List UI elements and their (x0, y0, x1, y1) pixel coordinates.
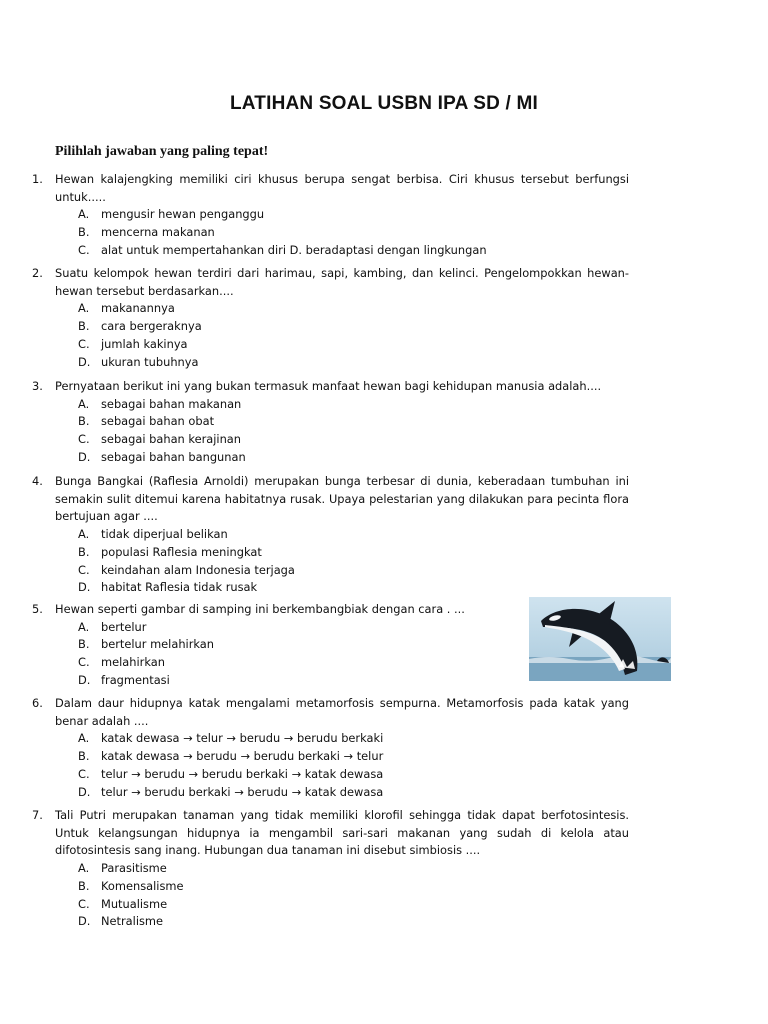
option-c (78, 766, 629, 784)
option-letter: D. (78, 449, 91, 464)
question-number: 3. (32, 379, 43, 393)
option-b (78, 318, 629, 336)
option-letter: B. (78, 637, 90, 652)
option-letter: B. (78, 414, 90, 429)
option-d (78, 784, 629, 802)
option-list (78, 730, 629, 801)
option-text: Komensalisme (101, 878, 184, 893)
option-text: katak dewasa → telur → berudu → berudu berkaki (101, 731, 384, 746)
option-text: sebagai bahan makanan (101, 396, 242, 411)
question-text: Pernyataan berikut ini yang bukan termasuk manfaat hewan bagi kehidupan manusia adalah.... (55, 379, 602, 393)
question-7 (32, 807, 629, 931)
instruction-text: Pilihlah jawaban yang paling tepat! (55, 144, 269, 159)
question-6 (32, 695, 629, 801)
option-letter: C. (78, 562, 90, 577)
question-number: 2. (32, 266, 43, 280)
option-a (78, 300, 629, 318)
option-d (78, 672, 512, 690)
option-letter: B. (78, 544, 90, 559)
option-c (78, 242, 629, 260)
option-text: fragmentasi (101, 672, 170, 687)
question-1 (32, 171, 629, 260)
orca-image (529, 597, 671, 681)
option-c (78, 562, 629, 580)
option-text: tidak diperjual belikan (101, 527, 228, 542)
option-text: telur → berudu → berudu berkaki → katak dewasa (101, 766, 384, 781)
option-letter: C. (78, 655, 90, 670)
option-text: Mutualisme (101, 896, 168, 911)
option-list (78, 300, 629, 371)
option-b (78, 636, 512, 654)
option-letter: B. (78, 319, 90, 334)
option-list (78, 396, 629, 467)
option-letter: A. (78, 207, 90, 222)
option-b (78, 413, 629, 431)
option-text: cara bergeraknya (101, 319, 202, 334)
option-letter: A. (78, 527, 90, 542)
option-letter: C. (78, 336, 90, 351)
option-letter: C. (78, 766, 90, 781)
option-d (78, 579, 629, 597)
option-text: ukuran tubuhnya (101, 354, 199, 369)
question-number: 1. (32, 172, 43, 186)
option-d (78, 913, 629, 931)
question-number: 6. (32, 696, 43, 710)
option-list (78, 526, 629, 597)
option-text: bertelur melahirkan (101, 637, 214, 652)
option-text: alat untuk mempertahankan diri D. beradaptasi dengan lingkungan (101, 242, 487, 257)
option-letter: B. (78, 749, 90, 764)
option-a (78, 730, 629, 748)
option-letter: A. (78, 731, 90, 746)
option-a (78, 526, 629, 544)
question-text: Tali Putri merupakan tanaman yang tidak memiliki klorofil sehingga tidak dapat berfotosintesis. Untuk kelangsungan hidupnya ia mengambil sari-sari makanan yang sudah di kelola atau difotosintesis sang inang. Hubungan dua tanaman ini disebut simbiosis .... (55, 808, 629, 858)
option-letter: D. (78, 914, 91, 929)
option-text: telur → berudu berkaki → berudu → katak dewasa (101, 784, 384, 799)
option-letter: C. (78, 432, 90, 447)
question-number: 4. (32, 474, 43, 488)
option-c (78, 431, 629, 449)
question-number: 7. (32, 808, 43, 822)
option-b (78, 544, 629, 562)
option-c (78, 336, 629, 354)
question-4 (32, 473, 629, 597)
option-list (78, 860, 629, 931)
option-text: makanannya (101, 301, 175, 316)
option-a (78, 619, 512, 637)
option-letter: D. (78, 354, 91, 369)
option-text: katak dewasa → berudu → berudu berkaki → telur (101, 749, 384, 764)
option-letter: B. (78, 878, 90, 893)
question-3 (32, 378, 629, 467)
option-a (78, 396, 629, 414)
option-text: melahirkan (101, 655, 165, 670)
option-letter: A. (78, 301, 90, 316)
option-b (78, 748, 629, 766)
option-text: sebagai bahan bangunan (101, 449, 246, 464)
option-text: Parasitisme (101, 861, 167, 876)
question-text: Bunga Bangkai (Raflesia Arnoldi) merupakan bunga terbesar di dunia, keberadaan tumbuhan ini semakin sulit ditemui karena habitatnya rusak. Upaya pelestarian yang dilakukan para pecinta flora bertujuan agar .... (55, 474, 629, 524)
option-text: jumlah kakinya (101, 336, 188, 351)
option-letter: B. (78, 225, 90, 240)
option-c (78, 654, 512, 672)
option-letter: A. (78, 619, 90, 634)
option-letter: D. (78, 672, 91, 687)
option-letter: D. (78, 784, 91, 799)
question-text: Dalam daur hidupnya katak mengalami metamorfosis sempurna. Metamorfosis pada katak yang benar adalah .... (55, 696, 629, 728)
option-list (78, 206, 629, 259)
option-text: bertelur (101, 619, 147, 634)
option-text: habitat Raflesia tidak rusak (101, 580, 258, 595)
question-text: Hewan seperti gambar di samping ini berkembangbiak dengan cara . ... (55, 602, 465, 616)
option-a (78, 206, 629, 224)
option-b (78, 878, 629, 896)
question-5 (32, 601, 512, 690)
question-number: 5. (32, 602, 43, 616)
option-letter: A. (78, 396, 90, 411)
option-letter: D. (78, 580, 91, 595)
question-2 (32, 265, 629, 371)
option-text: mengusir hewan penganggu (101, 207, 265, 222)
option-letter: C. (78, 896, 90, 911)
option-d (78, 354, 629, 372)
option-text: populasi Raflesia meningkat (101, 544, 262, 559)
option-letter: C. (78, 242, 90, 257)
option-c (78, 896, 629, 914)
option-d (78, 449, 629, 467)
option-letter: A. (78, 861, 90, 876)
page-title: LATIHAN SOAL USBN IPA SD / MI (229, 93, 539, 114)
option-text: sebagai bahan kerajinan (101, 432, 242, 447)
option-b (78, 224, 629, 242)
question-text: Suatu kelompok hewan terdiri dari harimau, sapi, kambing, dan kelinci. Pengelompokkan hewan-hewan tersebut berdasarkan.... (55, 266, 629, 298)
orca-illustration (529, 597, 671, 681)
option-text: Netralisme (101, 914, 164, 929)
option-list (78, 619, 512, 690)
option-text: keindahan alam Indonesia terjaga (101, 562, 295, 577)
option-text: mencerna makanan (101, 225, 215, 240)
option-text: sebagai bahan obat (101, 414, 215, 429)
question-text: Hewan kalajengking memiliki ciri khusus berupa sengat berbisa. Ciri khusus tersebut berfungsi untuk..... (55, 172, 629, 204)
option-a (78, 860, 629, 878)
